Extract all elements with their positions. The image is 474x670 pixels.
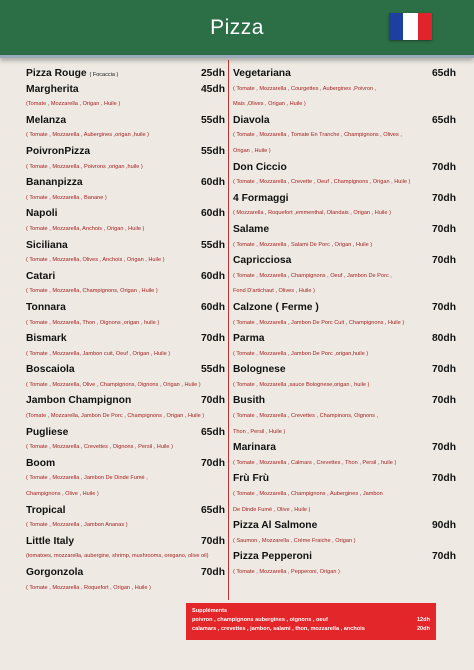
menu-item-ingredients: ( Tomate , Mozzarella, Thon , Oignons ,origan , huile )	[26, 319, 160, 326]
menu-item-header	[233, 300, 456, 316]
menu-item-ingredients: ( Tomate , Mozzarella , Banane )	[26, 194, 107, 201]
menu-item-name-text: Vegetariana	[233, 68, 291, 79]
menu-item	[26, 565, 225, 596]
menu-item-header	[233, 222, 456, 238]
menu-item	[26, 175, 225, 206]
menu-item-name	[26, 331, 67, 347]
column-divider	[228, 60, 229, 600]
supplement-row	[192, 625, 430, 634]
menu-item-price: 70dh	[431, 364, 456, 376]
menu-item-header	[233, 393, 456, 409]
menu-item-name	[26, 206, 57, 222]
menu-item-name	[26, 82, 79, 98]
menu-item-subtitle: ( Focaccia )	[89, 72, 119, 78]
menu-item-price: 70dh	[431, 395, 456, 407]
menu-item-name	[26, 269, 55, 285]
menu-item-name	[233, 300, 319, 316]
menu-item-price: 90dh	[431, 520, 456, 532]
supplement-price: 12dh	[416, 617, 430, 623]
menu-item-ingredients: ( Tomate , Mozzarella, Anchois , Origan , Huile )	[26, 225, 145, 232]
menu-item-name	[26, 503, 65, 519]
menu-item-ingredients: (tomatoes, mozzarella, aubergine, shrimp, mushrooms, oregano, olive oil)	[26, 553, 209, 560]
menu-item	[233, 549, 456, 580]
menu-item-name	[233, 66, 291, 82]
menu-item-name	[26, 565, 83, 581]
menu-item-ingredients: ( Tomate , Mozzarella , Jambon De Porc ,origan,huile )	[233, 350, 369, 357]
menu-item	[26, 534, 225, 565]
menu-item-name-text: Diavola	[233, 114, 270, 126]
menu-item-name	[26, 238, 68, 254]
menu-item-name-text: Little Italy	[26, 535, 75, 547]
menu-item-ingredients: ( Tomate , Mozzarella , Tomate En Tranche , Champignons , Olives ,	[233, 132, 402, 139]
menu-item-ingredients: Mais ,Olives , Origan , Huile )	[233, 101, 306, 108]
menu-item-name-text: Busith	[233, 395, 266, 407]
menu-item-name-text: Catari	[26, 270, 56, 282]
menu-item-ingredients: ( Tomate , Mozzarella, Jambon cuit, Oeuf , Origan , Huile )	[26, 350, 171, 357]
menu-item-name-text: Boscaiola	[26, 364, 75, 376]
menu-item-name	[26, 362, 75, 378]
menu-item-header	[26, 331, 225, 347]
menu-item	[26, 66, 225, 82]
menu-item	[26, 300, 225, 331]
menu-item-name	[26, 144, 90, 160]
menu-item-ingredients: ( Tomate , Mozzarella, Olives , Anchois , Origan , Huile )	[26, 257, 165, 264]
menu-item-header	[26, 425, 225, 441]
menu-item-price: 65dh	[431, 68, 456, 79]
menu-item-header	[26, 503, 225, 519]
menu-item	[233, 518, 456, 549]
menu-item-header	[26, 534, 225, 550]
menu-item-ingredients: ( Tomate , Mozzarella ,sauce Bolognese,origan , huile )	[233, 381, 370, 388]
menu-item-name-text: Tropical	[26, 504, 66, 516]
header-bar	[0, 0, 474, 58]
page-title: Pizza	[210, 16, 264, 39]
menu-column-right	[233, 66, 456, 581]
menu-item-header	[26, 66, 225, 82]
menu-item-name	[233, 518, 317, 534]
menu-item-ingredients: ( Tomate , Mozzarella , Champignons , Oeuf , Jambon De Porc ,	[233, 272, 392, 279]
menu-item-name	[26, 425, 68, 441]
menu-item-ingredients: ( Tomate , Mozzarella , Courgettes , Aubergines ,Poivron ,	[233, 85, 377, 92]
menu-item-price: 70dh	[200, 333, 225, 345]
menu-item	[26, 238, 225, 269]
menu-item-name-text: Marinara	[233, 442, 276, 454]
menu-item-header	[233, 253, 456, 269]
menu-item	[26, 362, 225, 393]
menu-item-name-text: Salame	[233, 223, 270, 235]
menu-item-name	[233, 471, 269, 487]
menu-item-name	[26, 175, 83, 191]
menu-item-price: 70dh	[200, 535, 225, 547]
menu-item-price: 60dh	[200, 208, 225, 220]
menu-item-ingredients: ( Saumon , Mozzarella , Créme Fraiche , Origan )	[233, 537, 356, 544]
menu-item	[233, 222, 456, 253]
menu-item-name-text: Don Ciccio	[233, 161, 287, 173]
france-flag-icon	[389, 13, 432, 40]
menu-item	[233, 300, 456, 331]
menu-item-ingredients: ( Tomate , Mozzarella , Jambon De Dinde Fumé ,	[26, 475, 148, 482]
menu-item	[26, 269, 225, 300]
menu-item-name-text: Gorgonzola	[26, 567, 84, 578]
menu-item-price: 70dh	[200, 457, 225, 469]
menu-item-price: 70dh	[200, 567, 225, 578]
menu-item-header	[26, 456, 225, 472]
menu-item-name-text: PoivronPizza	[26, 145, 91, 157]
menu-item-ingredients: ( Tomate , Mozzarella, Olive , Champignons, Oignons , Origan , Huile )	[26, 381, 201, 388]
menu-item-ingredients: Origan , Huile )	[233, 147, 271, 154]
menu-item	[233, 471, 456, 518]
menu-item-header	[233, 66, 456, 82]
menu-item-price: 55dh	[200, 145, 225, 157]
menu-item-name-text: Margherita	[26, 83, 79, 95]
menu-item-name-text: Pugliese	[26, 426, 69, 438]
menu-item-header	[26, 175, 225, 191]
menu-item	[26, 206, 225, 237]
menu-item-header	[233, 440, 456, 456]
menu-item-name-text: Jambon Champignon	[26, 395, 132, 407]
menu-item-ingredients: ( Tomate , Mozzarella , Crevettes , Oignons , Persil , Huile )	[26, 444, 173, 451]
menu-item-header	[233, 362, 456, 378]
menu-item	[233, 440, 456, 471]
menu-item	[233, 160, 456, 191]
menu-item-header	[26, 565, 225, 581]
supplement-text: calamars , crevettes , jambon, salami , thon, mozzarella , anchois	[192, 626, 365, 632]
menu-item-ingredients: De Dinde Fumé , Olive , Huile )	[233, 506, 311, 513]
menu-item	[233, 253, 456, 300]
menu-item-header	[26, 82, 225, 98]
menu-item-price: 65dh	[200, 504, 225, 516]
menu-item-name	[233, 440, 276, 456]
menu-item-ingredients: ( Tomate , Mozzarella , Champignons , Aubergines , Jambon	[233, 491, 383, 498]
menu-item-name	[233, 362, 286, 378]
menu-item-ingredients: ( Mozzarella , Roquefort ,emmenthal, Olandais , Origan , Huile )	[233, 210, 391, 217]
menu-item	[26, 393, 225, 424]
menu-item-header	[233, 549, 456, 565]
menu-item-header	[26, 393, 225, 409]
menu-item-header	[26, 269, 225, 285]
menu-item-name-text: 4 Formaggi	[233, 192, 289, 204]
menu-item-name-text: Capricciosa	[233, 255, 292, 267]
menu-item	[233, 191, 456, 222]
menu-item-price: 70dh	[431, 301, 456, 313]
menu-column-left	[26, 66, 225, 596]
menu-item-header	[26, 238, 225, 254]
menu-item-header	[26, 206, 225, 222]
menu-item-name-text: Napoli	[26, 208, 58, 220]
menu-item-price: 80dh	[431, 333, 456, 345]
menu-item-price: 55dh	[200, 114, 225, 126]
menu-item-name	[26, 393, 131, 409]
flag-white-stripe	[403, 13, 417, 40]
menu-item-header	[233, 331, 456, 347]
menu-item-name-text: Pizza Al Salmone	[233, 520, 318, 532]
menu-item-header	[26, 113, 225, 129]
menu-item-ingredients: ( Tomate , Mozzarella , Salami De Porc , Origan , Huile )	[233, 241, 373, 248]
menu-item-price: 70dh	[431, 223, 456, 235]
menu-item-ingredients: ( Tomate , Mozzarella, Champignons, Origan , Huile )	[26, 288, 158, 295]
menu-item-header	[26, 362, 225, 378]
menu-item-price: 55dh	[200, 239, 225, 251]
menu-item	[26, 503, 225, 534]
menu-item-name-text: Bismark	[26, 333, 67, 345]
menu-item-price: 25dh	[200, 68, 225, 79]
supplement-text: poivron , champignons aubergines , oignons , oeuf	[192, 617, 328, 623]
menu-item-name	[26, 534, 74, 550]
flag-red-stripe	[418, 13, 432, 40]
menu-item-ingredients: (Tomate , Mozzarella , Origan , Huile )	[26, 101, 121, 108]
menu-item-ingredients: (Tomate , Mozzarella, Jambon De Porc , Champignons , Origan , Huile )	[26, 413, 205, 420]
menu-item-name	[26, 300, 66, 316]
menu-item-price: 70dh	[431, 255, 456, 267]
menu-item-ingredients: Champignons , Olive , Huile )	[26, 491, 99, 498]
menu-item-name-text: Bananpizza	[26, 177, 83, 189]
menu-item-ingredients: Fond D'artichaut , Olives , Huile )	[233, 288, 315, 295]
menu-item-name-text: Tonnara	[26, 301, 66, 313]
menu-item-name	[233, 549, 312, 565]
menu-item-price: 70dh	[431, 442, 456, 454]
menu-item-price: 60dh	[200, 177, 225, 189]
menu-item-name	[233, 160, 287, 176]
menu-item-name-text: Siciliana	[26, 239, 68, 251]
menu-item-ingredients: ( Tomate , Mozzarella , Jambon De Porc Cuit , Champignons , Huile )	[233, 319, 405, 326]
menu-item	[233, 113, 456, 160]
menu-item-header	[26, 144, 225, 160]
menu-item	[26, 331, 225, 362]
menu-item-name-text: Calzone ( Ferme )	[233, 301, 319, 313]
menu-item	[26, 144, 225, 175]
menu-item-ingredients: ( Tomate , Mozzarella , Poivrons ,origan ,huile )	[26, 163, 143, 170]
menu-item-name	[26, 113, 66, 129]
menu-item-price: 70dh	[431, 473, 456, 485]
menu-item-ingredients: ( Tomate , Mozzarella , Jambon Ananas )	[26, 522, 128, 529]
menu-item-header	[233, 113, 456, 129]
supplements-title: Suppléments	[192, 608, 228, 614]
menu-item	[26, 82, 225, 113]
menu-item-price: 60dh	[200, 270, 225, 282]
menu-item	[26, 456, 225, 503]
supplements-box	[186, 603, 436, 640]
flag-blue-stripe	[389, 13, 403, 40]
menu-item-name-text: Bolognese	[233, 364, 286, 376]
menu-item-ingredients: ( Tomate , Mozzarella , Aubergines ,origan ,huile )	[26, 132, 150, 139]
menu-item-price: 70dh	[431, 161, 456, 173]
menu-item-header	[26, 300, 225, 316]
menu-item-name-text: Boom	[26, 457, 56, 469]
menu-item-price: 70dh	[200, 395, 225, 407]
menu-item-name-text: Pizza Pepperoni	[233, 551, 312, 563]
menu-item-price: 65dh	[200, 426, 225, 438]
menu-item	[233, 66, 456, 113]
menu-item-name	[233, 191, 289, 207]
menu-item-name	[233, 253, 291, 269]
menu-item-name	[233, 393, 265, 409]
menu-item-name-text: Melanza	[26, 114, 67, 126]
menu-item-header	[233, 191, 456, 207]
menu-item-ingredients: ( Tomate , Mozzarella , Roquefort , Origan , Huile )	[26, 584, 151, 591]
menu-item-name-text: Pizza Rouge	[26, 68, 87, 79]
menu-item	[233, 362, 456, 393]
menu-item-header	[233, 471, 456, 487]
menu-item-ingredients: ( Tomate , Mozzarella , Crevette , Oeuf , Champignons , Origan , Huile )	[233, 179, 411, 186]
menu-item-price: 70dh	[431, 551, 456, 563]
menu-item-ingredients: Thon , Persil , Huile )	[233, 428, 286, 435]
menu-item-header	[233, 160, 456, 176]
menu-item-name	[26, 456, 55, 472]
menu-item	[26, 113, 225, 144]
menu-item-price: 45dh	[200, 83, 225, 95]
menu-item-name	[233, 222, 269, 238]
menu-item	[233, 393, 456, 440]
menu-item-price: 70dh	[431, 192, 456, 204]
supplement-price: 20dh	[416, 626, 430, 632]
menu-item-name	[233, 113, 270, 129]
menu-item-name-text: Frù Frù	[233, 473, 270, 485]
menu-item-ingredients: ( Tomate , Mozzarella , Pepperoni, Origan )	[233, 569, 340, 575]
menu-item-ingredients: ( Tomate , Mozzarella , Calmars , Crevettes , Thon , Persil , huile )	[233, 459, 397, 466]
supplement-row	[192, 616, 430, 625]
menu-item-ingredients: ( Tomate , Mozzarella , Crevettes , Champinons, Oignons ,	[233, 413, 379, 420]
menu-item-header	[233, 518, 456, 534]
menu-item-name	[233, 331, 264, 347]
menu-item-price: 60dh	[200, 301, 225, 313]
menu-item-price: 55dh	[200, 364, 225, 376]
menu-item	[233, 331, 456, 362]
menu-item-name-text: Parma	[233, 333, 265, 345]
menu-item-price: 65dh	[431, 114, 456, 126]
menu-item	[26, 425, 225, 456]
